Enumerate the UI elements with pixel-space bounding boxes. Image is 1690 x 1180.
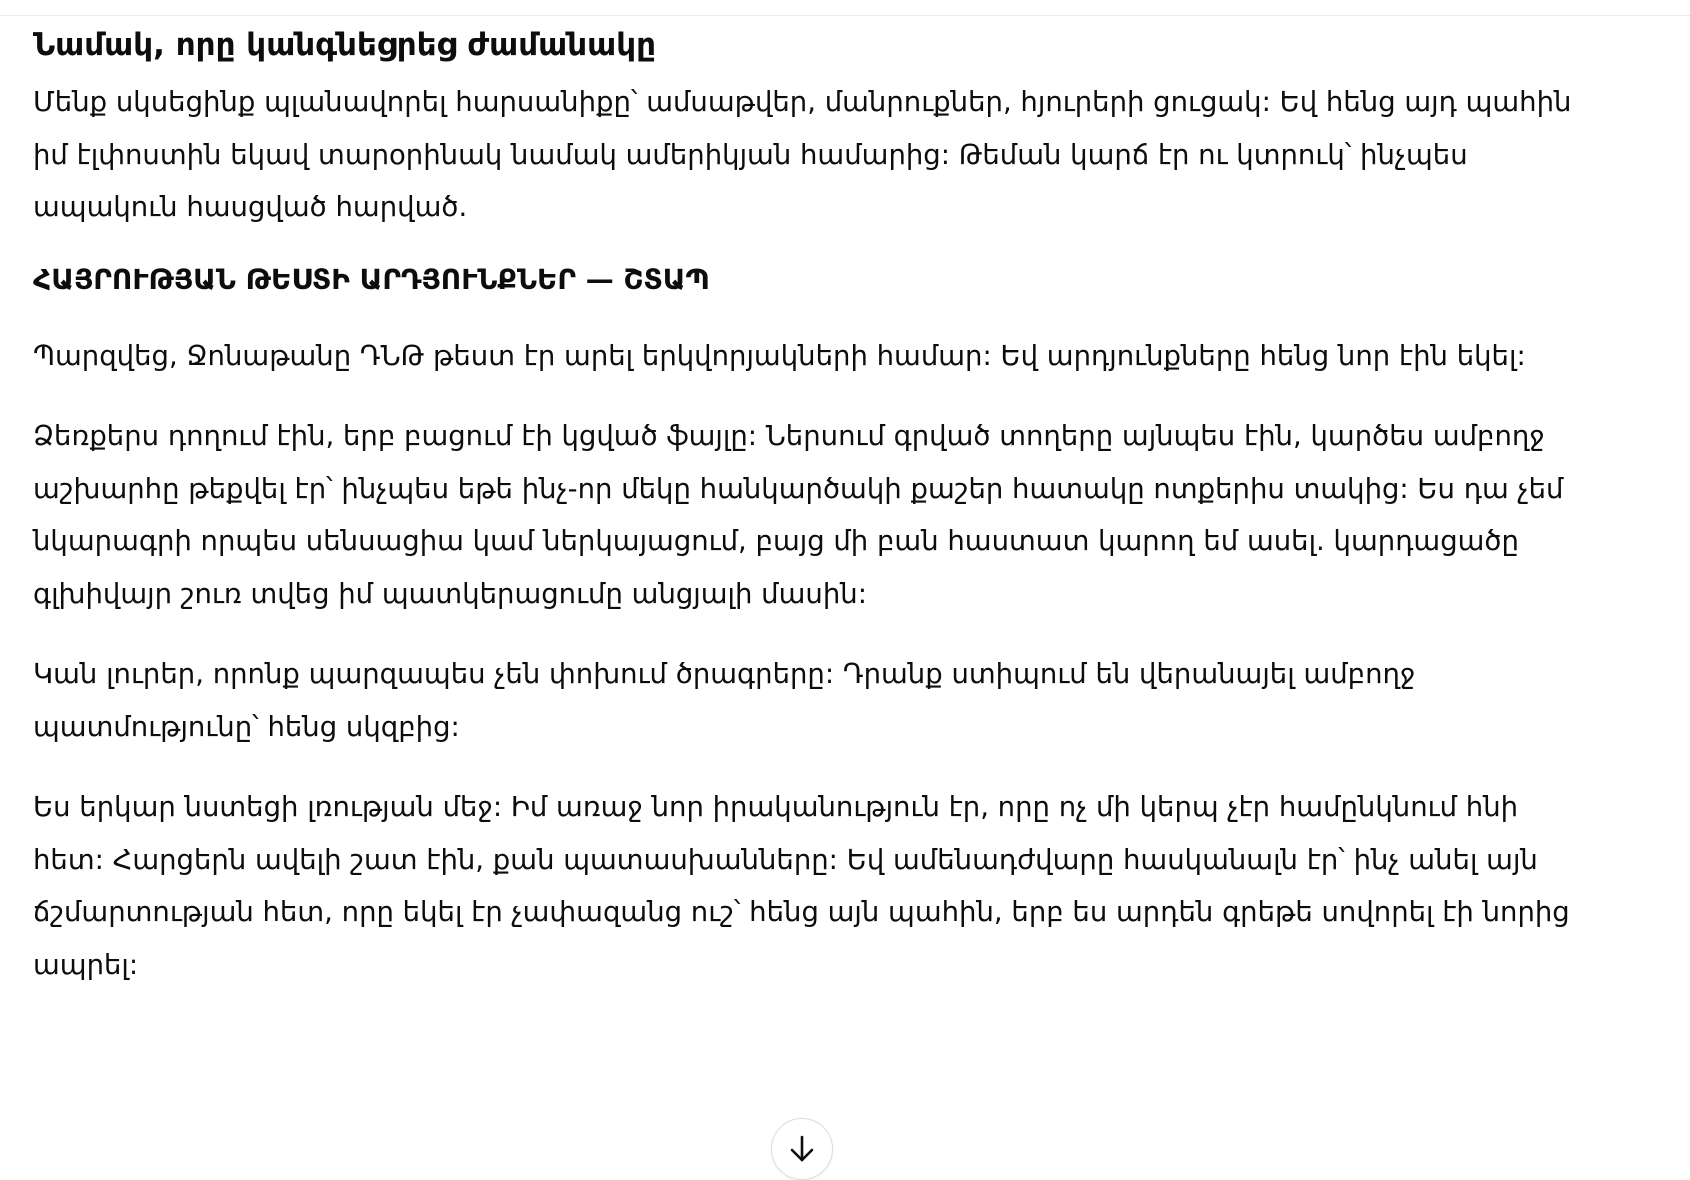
section-heading: ՀԱՅՐՈՒԹՅԱՆ ԹԵՍՏԻ ԱՐԴՅՈՒՆՔՆԵՐ — ՇՏԱՊ [33, 262, 710, 296]
paragraph-news: Կան լուրեր, որոնք պարզապես չեն փոխում ծրագրերը: Դրանք ստիպում են վերանայել ամբողջ պատմությունը՝ հենց սկզբից: [33, 658, 1416, 743]
paragraph-dna-test: Պարզվեց, Ջոնաթանը ԴՆԹ թեստ էր արել երկվորյակների համար: Եվ արդյունքները հենց նոր էին եկել: [33, 339, 1526, 372]
article-content [33, 24, 1593, 991]
scroll-to-bottom-button[interactable] [771, 1118, 833, 1180]
paragraph-opening-file: Ձեռքերս դողում էին, երբ բացում էի կցված ֆայլը: Ներսում գրված տողերը այնպես էին, կարծես ամբողջ աշխարհը թեքվել էր՝ ինչպես եթե ինչ-որ մեկը հանկարծակի քաշեր հատակը ոտքերիս տակից: Ես դա չեմ նկարագրի որպես սենսացիա կամ ներկայացում, բայց մի բան հաստատ կարող եմ ասել. կարդացածը գլխիվայր շուռ տվեց իմ պատկերացումը անցյալի մասին: [33, 420, 1564, 610]
arrow-down-icon [787, 1133, 817, 1165]
intro-paragraph: Մենք սկսեցինք պլանավորել հարսանիքը՝ ամսաթվեր, մանրուքներ, հյուրերի ցուցակ: Եվ հենց այդ պահին իմ էլփոստին եկավ տարօրինակ նամակ ամերիկյան համարից: Թեման կարճ էր ու կտրուկ՝ ինչպես ապակուն հասցված հարված. [33, 86, 1572, 223]
article-title: Նամակ, որը կանգնեցրեց ժամանակը [33, 27, 657, 63]
top-divider [0, 15, 1690, 16]
paragraph-silence: Ես երկար նստեցի լռության մեջ: Իմ առաջ նոր իրականություն էր, որը ոչ մի կերպ չէր համընկնում հնի հետ: Հարցերն ավելի շատ էին, քան պատասխանները: Եվ ամենադժվարը հասկանալն էր՝ ինչ անել այն ճշմարտության հետ, որը եկել էր չափազանց ուշ՝ հենց այն պահին, երբ ես արդեն գրեթե սովորել էի նորից ապրել: [33, 791, 1570, 981]
